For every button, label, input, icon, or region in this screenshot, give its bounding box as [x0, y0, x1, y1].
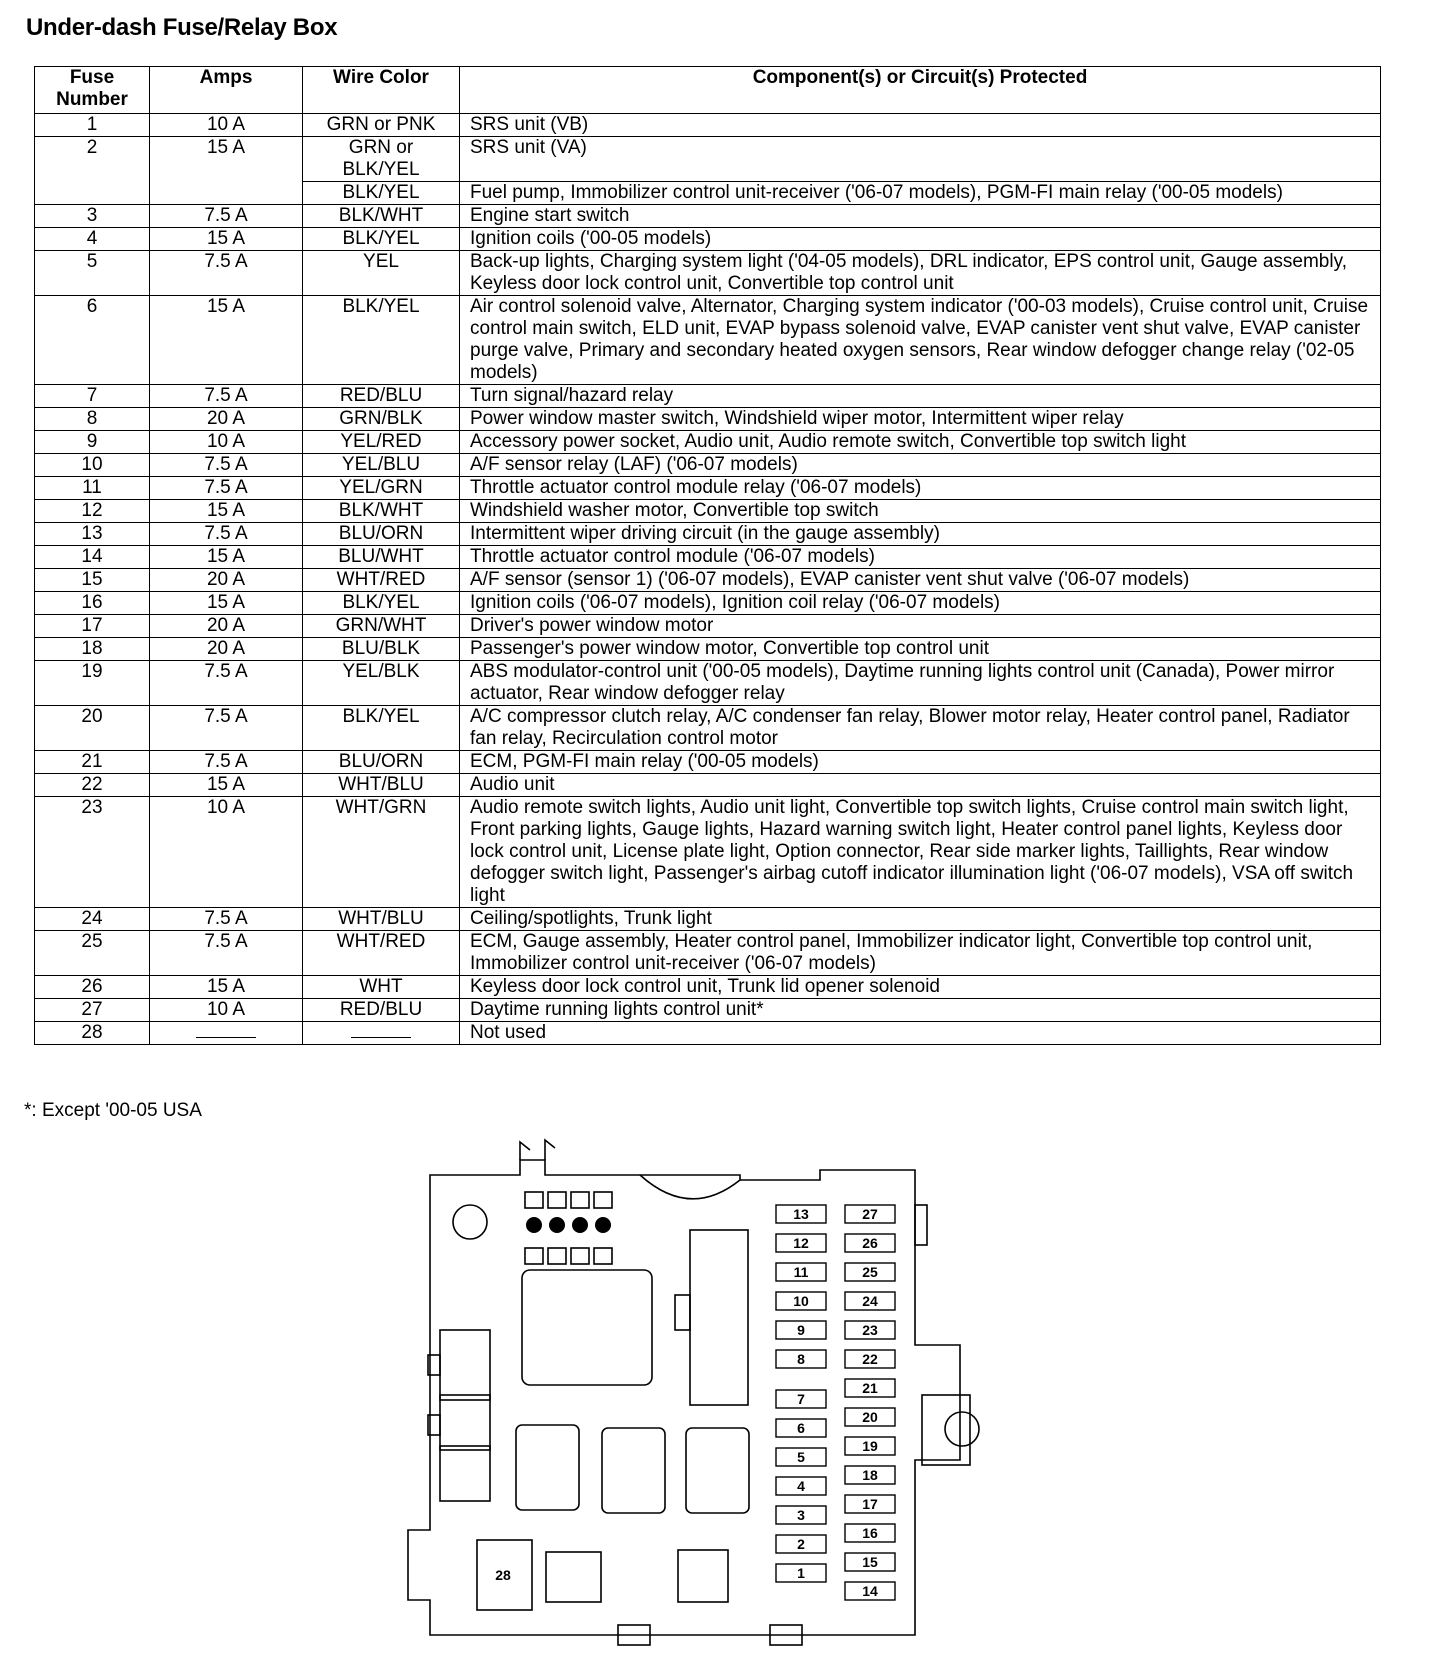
- component-protected: SRS unit (VA): [460, 137, 1381, 182]
- fuse-number: 3: [35, 205, 150, 228]
- connector-dot: [572, 1217, 588, 1233]
- connector-dot: [549, 1217, 565, 1233]
- fuse-amps: 20 A: [150, 638, 303, 661]
- component-protected: ECM, PGM-FI main relay ('00-05 models): [460, 751, 1381, 774]
- table-row: [35, 592, 1381, 615]
- fuse-number: 11: [35, 477, 150, 500]
- fuse-number: 28: [35, 1022, 150, 1045]
- connector-pin: [525, 1248, 543, 1264]
- connector-pin: [571, 1248, 589, 1264]
- wire-color: WHT/RED: [303, 931, 460, 976]
- table-row: [35, 296, 1381, 385]
- component-protected: A/F sensor relay (LAF) ('06-07 models): [460, 454, 1381, 477]
- fuse-slot-label: 9: [797, 1322, 805, 1338]
- wire-color: RED/BLU: [303, 385, 460, 408]
- wire-color-empty: [303, 1022, 460, 1045]
- fuse-slot: [776, 1205, 826, 1223]
- screw-hole-left: [453, 1205, 487, 1239]
- fuse-amps: 20 A: [150, 569, 303, 592]
- fuse-number: 6: [35, 296, 150, 385]
- fuse-slot-label: 25: [862, 1264, 878, 1280]
- fuse-amps: 10 A: [150, 999, 303, 1022]
- relay-block: [522, 1270, 652, 1385]
- component-protected: SRS unit (VB): [460, 114, 1381, 137]
- table-row: [35, 797, 1381, 908]
- right-fuse-column: [845, 1205, 895, 1600]
- fuse-slot: [845, 1379, 895, 1397]
- top-tab: [520, 1142, 530, 1160]
- fuse-slot-label: 26: [862, 1235, 878, 1251]
- fuse-amps: 7.5 A: [150, 908, 303, 931]
- component-protected: Passenger's power window motor, Convertible top control unit: [460, 638, 1381, 661]
- wire-color: GRN or BLK/YEL: [303, 137, 460, 182]
- wire-color: BLK/YEL: [303, 296, 460, 385]
- fuse-slot: [845, 1495, 895, 1513]
- fuse-slot-label: 27: [862, 1206, 878, 1222]
- component-protected: Audio unit: [460, 774, 1381, 797]
- fuse-slot-label: 20: [862, 1409, 878, 1425]
- fuse-slot: [845, 1466, 895, 1484]
- table-row: [35, 205, 1381, 228]
- wire-color: GRN/BLK: [303, 408, 460, 431]
- fuse-number: 10: [35, 454, 150, 477]
- fuse-slot: [845, 1524, 895, 1542]
- wire-color: WHT/BLU: [303, 908, 460, 931]
- fuse-slot: [776, 1506, 826, 1524]
- wire-color: BLU/BLK: [303, 638, 460, 661]
- table-row: [35, 385, 1381, 408]
- left-fuse-column: [776, 1205, 826, 1582]
- fuse-slot-label: 13: [793, 1206, 809, 1222]
- fuse-number: 26: [35, 976, 150, 999]
- fuse-amps: 10 A: [150, 797, 303, 908]
- table-row: [35, 638, 1381, 661]
- fuse-number: 20: [35, 706, 150, 751]
- right-mount: [922, 1395, 970, 1465]
- fuse-number: 7: [35, 385, 150, 408]
- fuse-amps: 15 A: [150, 137, 303, 205]
- side-connector: [440, 1330, 490, 1400]
- fuse-slot: [845, 1553, 895, 1571]
- fuse-slot-label: 14: [862, 1583, 878, 1599]
- fuse-slot-label: 18: [862, 1467, 878, 1483]
- fuse-slot-label: 1: [797, 1565, 805, 1581]
- component-protected: Ceiling/spotlights, Trunk light: [460, 908, 1381, 931]
- top-tab: [545, 1140, 555, 1160]
- fuse-number: 21: [35, 751, 150, 774]
- component-protected: Windshield washer motor, Convertible top switch: [460, 500, 1381, 523]
- component-protected: A/F sensor (sensor 1) ('06-07 models), EVAP canister vent shut valve ('06-07 models): [460, 569, 1381, 592]
- fuse-slot: [776, 1448, 826, 1466]
- relay-vertical: [690, 1230, 748, 1405]
- fuse-amps: 20 A: [150, 408, 303, 431]
- connector-pin: [594, 1248, 612, 1264]
- connector-dot: [526, 1217, 542, 1233]
- table-row: [35, 431, 1381, 454]
- fuse-slot-label: 3: [797, 1507, 805, 1523]
- component-protected: ABS modulator-control unit ('00-05 models), Daytime running lights control unit (Canada), Power mirror actuator, Rear window defogger relay: [460, 661, 1381, 706]
- fuse-slot: [845, 1234, 895, 1252]
- wire-color: WHT/RED: [303, 569, 460, 592]
- fuse-amps: 7.5 A: [150, 205, 303, 228]
- fuse-slot: [776, 1321, 826, 1339]
- fuse-slot: [776, 1419, 826, 1437]
- fuse-amps: 7.5 A: [150, 931, 303, 976]
- table-row: [35, 751, 1381, 774]
- wire-color: BLU/ORN: [303, 523, 460, 546]
- fuse-amps: 15 A: [150, 976, 303, 999]
- fuse-amps: 7.5 A: [150, 661, 303, 706]
- wire-color: BLK/YEL: [303, 228, 460, 251]
- fuse-slot: [845, 1408, 895, 1426]
- fuse-slot-label: 2: [797, 1536, 805, 1552]
- fuse-slot-label: 10: [793, 1293, 809, 1309]
- fuse-slot-label: 4: [797, 1478, 805, 1494]
- fuse-slot-label: 16: [862, 1525, 878, 1541]
- fuse-amps: 15 A: [150, 500, 303, 523]
- component-protected: Fuel pump, Immobilizer control unit-receiver ('06-07 models), PGM-FI main relay ('00-05 models): [460, 182, 1381, 205]
- table-row: [35, 546, 1381, 569]
- fuse-slot: [776, 1535, 826, 1553]
- fuse-slot-label: 8: [797, 1351, 805, 1367]
- fuse-slot: [776, 1477, 826, 1495]
- wire-color: BLK/YEL: [303, 592, 460, 615]
- fuse-number: 1: [35, 114, 150, 137]
- fuse-slot: [845, 1292, 895, 1310]
- connector-pin: [548, 1248, 566, 1264]
- table-row: [35, 706, 1381, 751]
- fuse-amps: 10 A: [150, 431, 303, 454]
- wire-color: BLK/WHT: [303, 205, 460, 228]
- fuse-amps: 7.5 A: [150, 706, 303, 751]
- fuse-number: 4: [35, 228, 150, 251]
- header-amps: Amps: [150, 67, 303, 114]
- wire-color: BLK/YEL: [303, 182, 460, 205]
- footnote: *: Except '00-05 USA: [24, 1100, 202, 1121]
- table-row: [35, 908, 1381, 931]
- bottom-connector: [546, 1552, 601, 1602]
- fuse-table: [34, 66, 1381, 1045]
- relay-tab: [675, 1295, 690, 1330]
- fuse-slot-label: 23: [862, 1322, 878, 1338]
- fuse-amps: 7.5 A: [150, 477, 303, 500]
- table-header-row: [35, 67, 1381, 114]
- fuse-slot-label: 24: [862, 1293, 878, 1309]
- fuse-amps: 7.5 A: [150, 385, 303, 408]
- fuse-number: 5: [35, 251, 150, 296]
- component-protected: ECM, Gauge assembly, Heater control panel, Immobilizer indicator light, Convertible top control unit, Immobilizer control unit-receiver ('06-07 models): [460, 931, 1381, 976]
- fuse-slot: [845, 1321, 895, 1339]
- connector-pin: [548, 1192, 566, 1208]
- wire-color: GRN or PNK: [303, 114, 460, 137]
- component-protected: Throttle actuator control module relay ('06-07 models): [460, 477, 1381, 500]
- table-row: [35, 976, 1381, 999]
- header-wire-color: Wire Color: [303, 67, 460, 114]
- fuse-number: 13: [35, 523, 150, 546]
- side-connector: [440, 1395, 490, 1450]
- fuse-number: 9: [35, 431, 150, 454]
- table-row: [35, 408, 1381, 431]
- fuse-slot-label: 15: [862, 1554, 878, 1570]
- wire-color: YEL/RED: [303, 431, 460, 454]
- component-protected: Air control solenoid valve, Alternator, Charging system indicator ('00-03 models), Cruise control unit, Cruise control main switch, ELD unit, EVAP bypass solenoid valve, EVAP canister vent shut valve, EVAP canister purge valve, Primary and secondary heated oxygen sensors, Rear window defogger change relay ('02-05 models): [460, 296, 1381, 385]
- wire-color: BLU/WHT: [303, 546, 460, 569]
- fuse-number: 17: [35, 615, 150, 638]
- table-row: [35, 999, 1381, 1022]
- table-row: [35, 1022, 1381, 1045]
- fuse-number: 27: [35, 999, 150, 1022]
- component-protected: Turn signal/hazard relay: [460, 385, 1381, 408]
- wire-color: YEL/GRN: [303, 477, 460, 500]
- fuse-slot-label: 5: [797, 1449, 805, 1465]
- table-row: [35, 114, 1381, 137]
- fuse-amps: 15 A: [150, 296, 303, 385]
- fuse-number: 18: [35, 638, 150, 661]
- table-row: [35, 137, 1381, 182]
- component-protected: Power window master switch, Windshield wiper motor, Intermittent wiper relay: [460, 408, 1381, 431]
- table-row: [35, 454, 1381, 477]
- header-component: Component(s) or Circuit(s) Protected: [460, 67, 1381, 114]
- fuse-slot-label: 11: [793, 1264, 809, 1280]
- fuse-slot: [845, 1437, 895, 1455]
- fuse-slot: [776, 1263, 826, 1281]
- side-connector: [440, 1446, 490, 1501]
- fuse-number: 22: [35, 774, 150, 797]
- component-protected: Not used: [460, 1022, 1381, 1045]
- wire-color: YEL/BLK: [303, 661, 460, 706]
- wire-color: WHT/GRN: [303, 797, 460, 908]
- fuse-number: 24: [35, 908, 150, 931]
- fuse-slot: [776, 1350, 826, 1368]
- component-protected: Ignition coils ('06-07 models), Ignition coil relay ('06-07 models): [460, 592, 1381, 615]
- wire-color: BLK/YEL: [303, 706, 460, 751]
- fuse-amps: 7.5 A: [150, 523, 303, 546]
- page-title: Under-dash Fuse/Relay Box: [26, 14, 338, 41]
- fuse-slot: [845, 1350, 895, 1368]
- top-arch: [640, 1175, 740, 1199]
- fuse-amps: 7.5 A: [150, 454, 303, 477]
- bottom-connector: [678, 1550, 728, 1602]
- fuse-number: 14: [35, 546, 150, 569]
- fuse-amps: 7.5 A: [150, 751, 303, 774]
- table-row: [35, 228, 1381, 251]
- fuse-number: 12: [35, 500, 150, 523]
- component-protected: Engine start switch: [460, 205, 1381, 228]
- table-row: [35, 523, 1381, 546]
- header-fuse-number: Fuse Number: [35, 67, 150, 114]
- fuse-slot-label: 6: [797, 1420, 805, 1436]
- fuse-slot: [776, 1234, 826, 1252]
- wire-color: WHT: [303, 976, 460, 999]
- connector-dot: [595, 1217, 611, 1233]
- fuse-number: 15: [35, 569, 150, 592]
- fuse-slot-label: 22: [862, 1351, 878, 1367]
- fuse-number: 2: [35, 137, 150, 205]
- component-protected: Daytime running lights control unit*: [460, 999, 1381, 1022]
- table-row: [35, 661, 1381, 706]
- wire-color: WHT/BLU: [303, 774, 460, 797]
- fuse-number: 19: [35, 661, 150, 706]
- wire-color: BLU/ORN: [303, 751, 460, 774]
- fuse-slot: [845, 1582, 895, 1600]
- fuse-number: 25: [35, 931, 150, 976]
- component-protected: Intermittent wiper driving circuit (in the gauge assembly): [460, 523, 1381, 546]
- relay-lower: [602, 1428, 665, 1513]
- wire-color: YEL/BLU: [303, 454, 460, 477]
- table-row: [35, 931, 1381, 976]
- fuse-box-diagram: [0, 1130, 1440, 1670]
- fuse-slot-label: 21: [862, 1380, 878, 1396]
- connector-pin: [594, 1192, 612, 1208]
- fuse-slot: [776, 1390, 826, 1408]
- fuse-slot-label: 17: [862, 1496, 878, 1512]
- fuse-slot: [776, 1292, 826, 1310]
- wire-color: BLK/WHT: [303, 500, 460, 523]
- table-row: [35, 251, 1381, 296]
- fuse-slot: [845, 1263, 895, 1281]
- component-protected: A/C compressor clutch relay, A/C condenser fan relay, Blower motor relay, Heater control panel, Radiator fan relay, Recirculation control motor: [460, 706, 1381, 751]
- right-edge-tab: [915, 1205, 927, 1245]
- wire-color: GRN/WHT: [303, 615, 460, 638]
- table-row: [35, 615, 1381, 638]
- table-row: [35, 500, 1381, 523]
- relay-lower: [686, 1428, 749, 1513]
- component-protected: Accessory power socket, Audio unit, Audio remote switch, Convertible top switch light: [460, 431, 1381, 454]
- connector-pin: [571, 1192, 589, 1208]
- dash-mark: [196, 1037, 256, 1038]
- fuse-amps: 15 A: [150, 546, 303, 569]
- relay-lower: [516, 1425, 579, 1510]
- fuse-number: 16: [35, 592, 150, 615]
- wire-color: RED/BLU: [303, 999, 460, 1022]
- dash-mark: [351, 1037, 411, 1038]
- fuse-slot-label: 19: [862, 1438, 878, 1454]
- wire-color: YEL: [303, 251, 460, 296]
- component-protected: Ignition coils ('00-05 models): [460, 228, 1381, 251]
- fuse-28-label: 28: [495, 1567, 511, 1583]
- fuse-amps: 15 A: [150, 592, 303, 615]
- fuse-amps: 15 A: [150, 774, 303, 797]
- fuse-amps: 15 A: [150, 228, 303, 251]
- table-row: [35, 774, 1381, 797]
- fuse-number: 23: [35, 797, 150, 908]
- fuse-slot-label: 7: [797, 1391, 805, 1407]
- fuse-slot-label: 12: [793, 1235, 809, 1251]
- fuse-amps-empty: [150, 1022, 303, 1045]
- fuse-amps: 20 A: [150, 615, 303, 638]
- connector-pin: [525, 1192, 543, 1208]
- component-protected: Keyless door lock control unit, Trunk lid opener solenoid: [460, 976, 1381, 999]
- table-row: [35, 569, 1381, 592]
- fuse-amps: 10 A: [150, 114, 303, 137]
- component-protected: Back-up lights, Charging system light ('04-05 models), DRL indicator, EPS control unit, Gauge assembly, Keyless door lock control unit, Convertible top control unit: [460, 251, 1381, 296]
- fuse-slot: [776, 1564, 826, 1582]
- screw-hole-right: [945, 1412, 979, 1446]
- fuse-amps: 7.5 A: [150, 251, 303, 296]
- component-protected: Audio remote switch lights, Audio unit light, Convertible top switch lights, Cruise control main switch light, Front parking lights, Gauge lights, Hazard warning switch light, Heater control panel lights, Keyless door lock control unit, License plate light, Option connector, Rear side marker lights, Taillights, Rear window defogger switch light, Passenger's airbag cutoff indicator illumination light ('06-07 models), VSA off switch light: [460, 797, 1381, 908]
- table-row: [35, 477, 1381, 500]
- component-protected: Throttle actuator control module ('06-07 models): [460, 546, 1381, 569]
- component-protected: Driver's power window motor: [460, 615, 1381, 638]
- fuse-number: 8: [35, 408, 150, 431]
- fuse-slot: [845, 1205, 895, 1223]
